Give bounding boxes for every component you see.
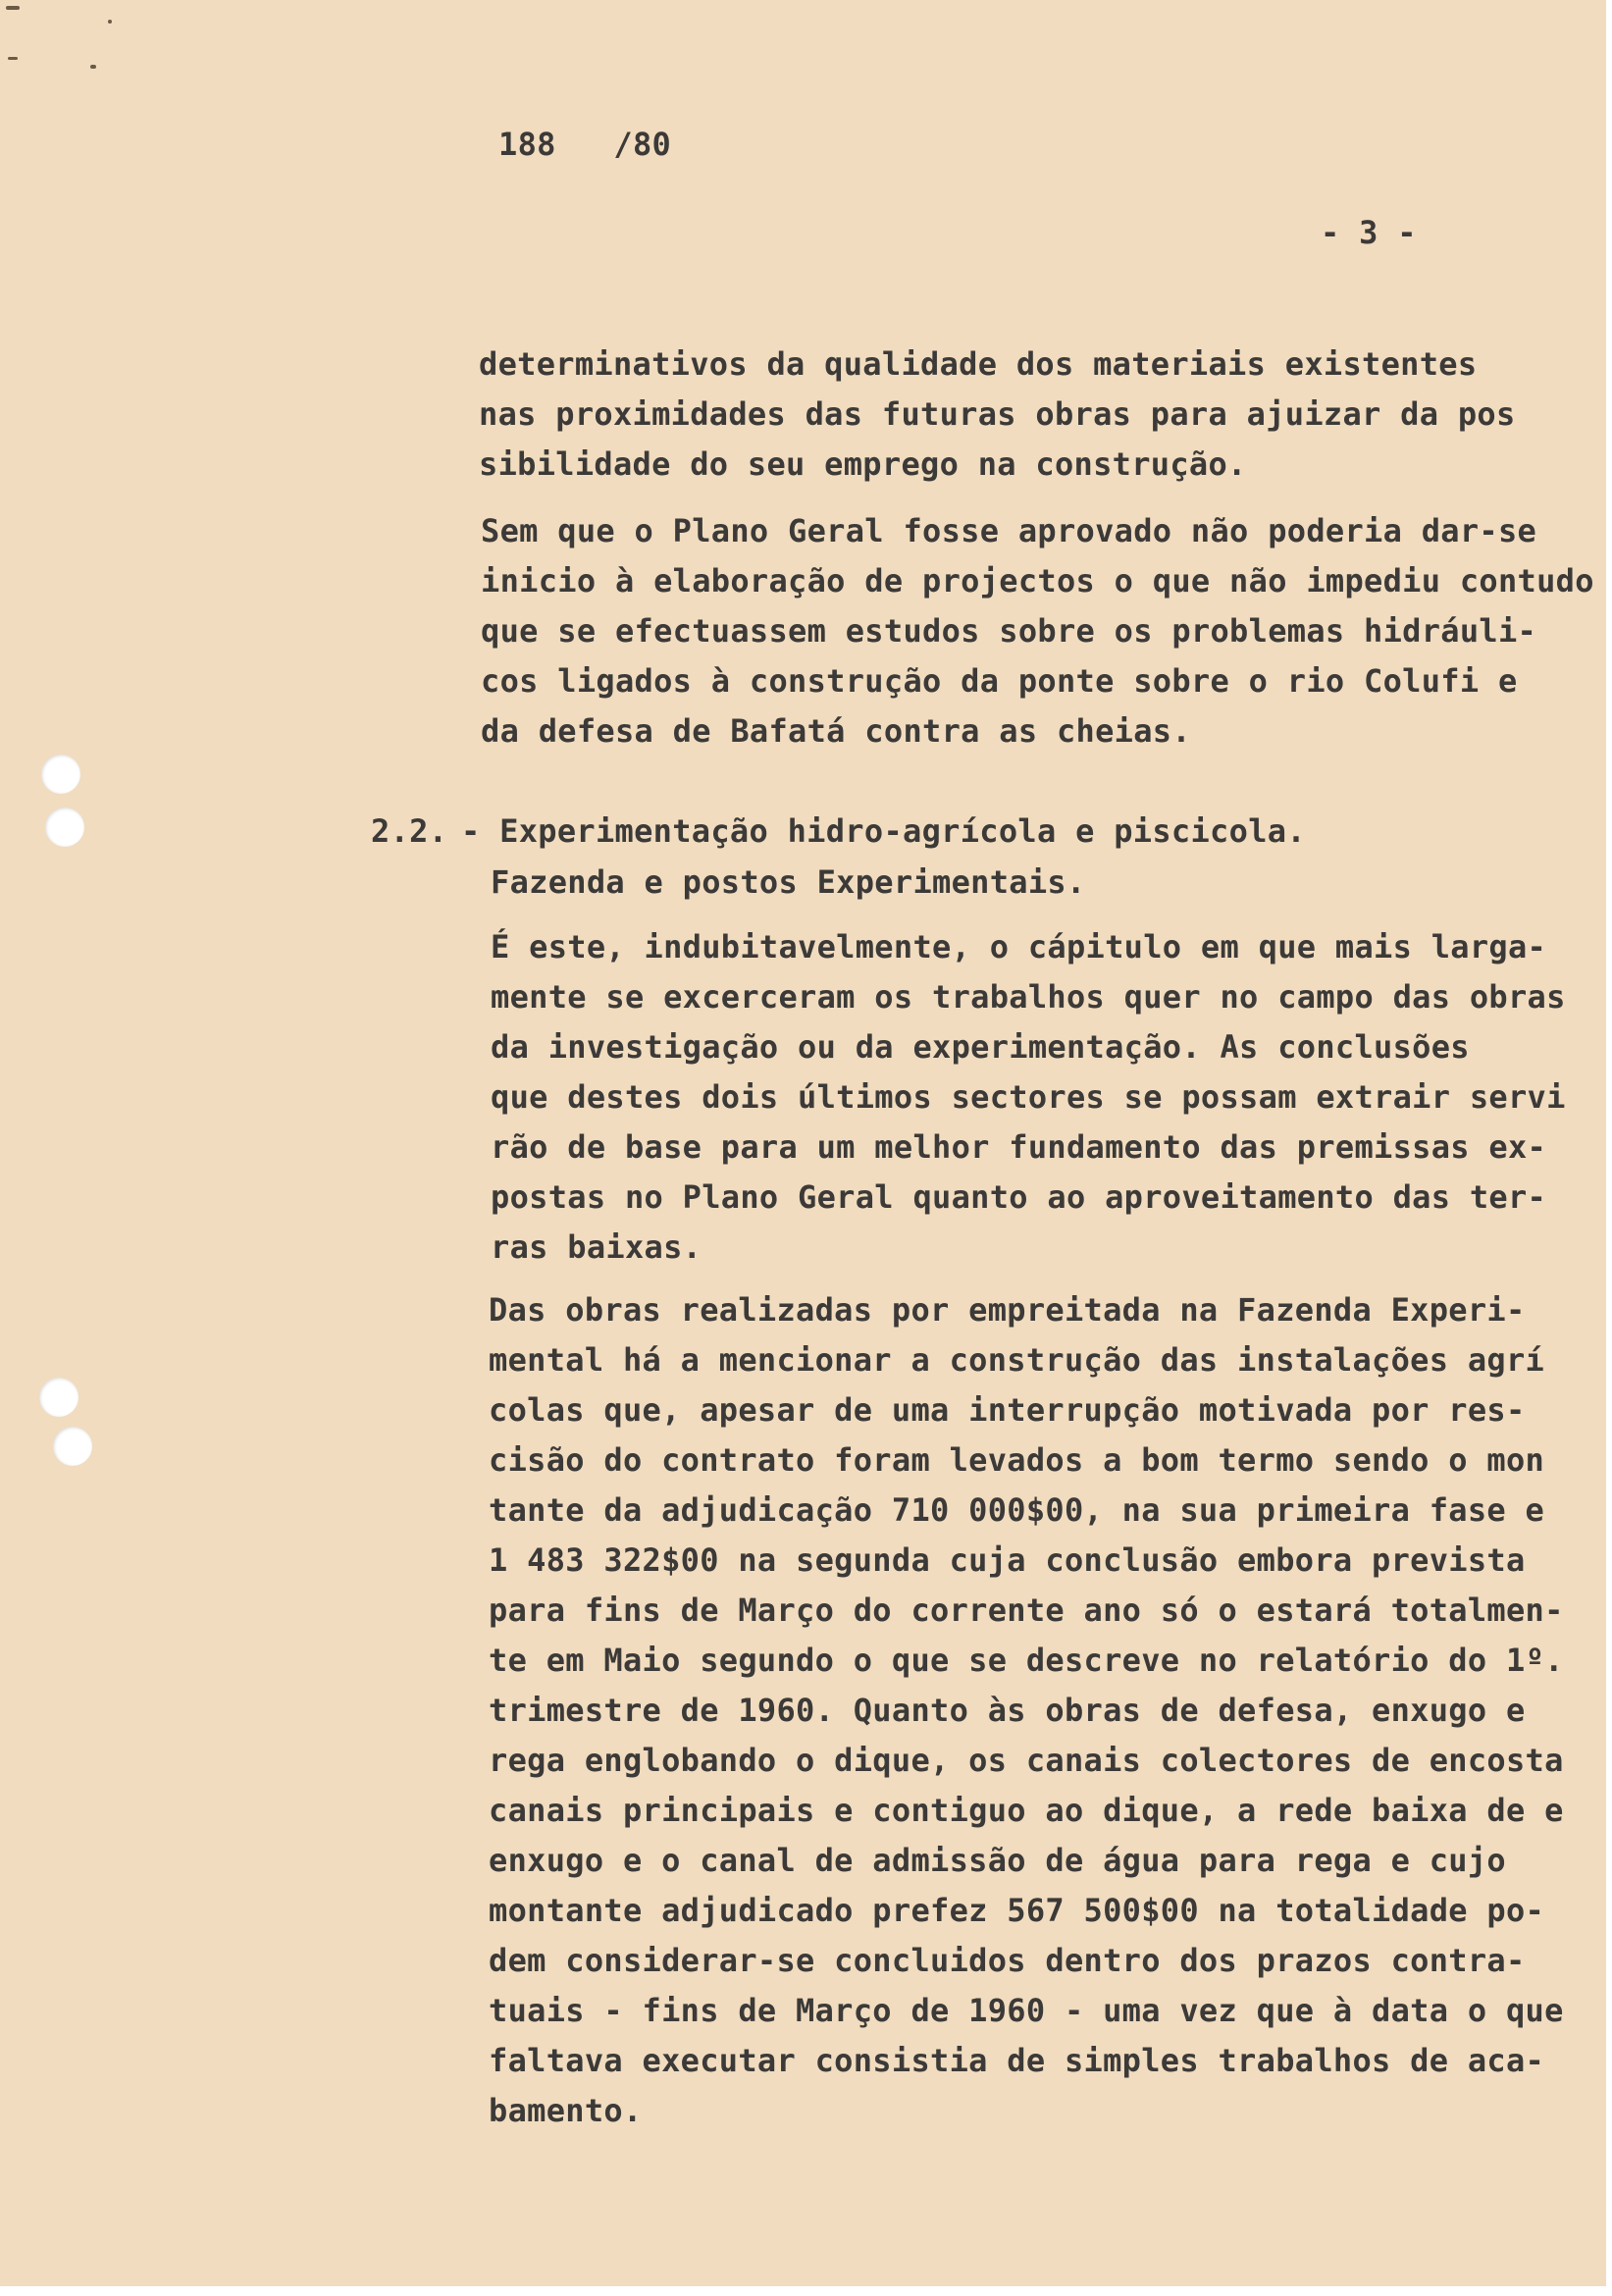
text-line: dem considerar-se concluidos dentro dos prazos contra- — [489, 1942, 1526, 1979]
text-line: tante da adjudicação 710 000$00, na sua primeira fase e — [489, 1491, 1545, 1529]
text-line: Das obras realizadas por empreitada na Fazenda Experi- — [489, 1291, 1526, 1329]
page-edge — [1606, 0, 1612, 2296]
text-line: canais principais e contiguo ao dique, a rede baixa de e — [489, 1792, 1564, 1829]
text-line: faltava executar consistia de simples trabalhos de aca- — [489, 2042, 1545, 2079]
text-line: 1 483 322$00 na segunda cuja conclusão embora prevista — [489, 1541, 1526, 1579]
text-line: determinativos da qualidade dos materiais existentes — [479, 345, 1478, 383]
punch-hole — [41, 755, 80, 794]
text-line: enxugo e o canal de admissão de água para rega e cujo — [489, 1842, 1506, 1879]
paragraph — [479, 339, 1516, 490]
text-line: colas que, apesar de uma interrupção motivada por res- — [489, 1391, 1526, 1429]
text-line: É este, indubitavelmente, o cápitulo em que mais larga- — [491, 928, 1547, 965]
text-line: da investigação ou da experimentação. As conclusões — [491, 1028, 1470, 1066]
text-line: ras baixas. — [491, 1228, 702, 1266]
text-line: postas no Plano Geral quanto ao aproveitamento das ter- — [491, 1178, 1547, 1216]
text-line: que destes dois últimos sectores se possam extrair servi — [491, 1078, 1566, 1116]
paper-mark — [8, 57, 18, 60]
text-line: cisão do contrato foram levados a bom termo sendo o mon — [489, 1441, 1545, 1479]
text-line: que se efectuassem estudos sobre os problemas hidráuli- — [481, 612, 1537, 650]
text-line: cos ligados à construção da ponte sobre o rio Colufi e — [481, 662, 1518, 700]
text-line: Sem que o Plano Geral fosse aprovado não poderia dar-se — [481, 512, 1537, 549]
section-title: - Experimentação hidro-agrícola e piscicola. — [461, 812, 1306, 850]
punch-hole — [39, 1378, 78, 1417]
paper-mark — [90, 65, 96, 69]
text-line: rão de base para um melhor fundamento das premissas ex- — [491, 1128, 1547, 1166]
text-line: mente se excerceram os trabalhos quer no campo das obras — [491, 978, 1566, 1016]
text-line: para fins de Março do corrente ano só o estará totalmen- — [489, 1592, 1564, 1629]
section-number: 2.2. — [371, 812, 448, 850]
paragraph — [481, 506, 1594, 757]
text-line: nas proximidades das futuras obras para ajuizar da pos — [479, 395, 1516, 433]
text-line: trimestre de 1960. Quanto às obras de defesa, enxugo e — [489, 1692, 1526, 1729]
page-number: - 3 - — [1321, 214, 1417, 251]
section-subtitle: Fazenda e postos Experimentais. — [491, 863, 1086, 901]
paper-mark — [108, 20, 112, 24]
paragraph — [489, 1285, 1564, 2136]
paragraph — [491, 922, 1566, 1273]
text-line: da defesa de Bafatá contra as cheias. — [481, 712, 1191, 750]
text-line: te em Maio segundo o que se descreve no relatório do 1º. — [489, 1642, 1564, 1679]
text-line: montante adjudicado prefez 567 500$00 na totalidade po- — [489, 1892, 1545, 1929]
text-line: inicio à elaboração de projectos o que não impediu contudo — [481, 562, 1594, 600]
text-line: mental há a mencionar a construção das instalações agrí — [489, 1341, 1545, 1379]
document-reference: 188 /80 — [498, 126, 672, 163]
text-line: tuais - fins de Março de 1960 - uma vez que à data o que — [489, 1992, 1564, 2029]
page-edge-bottom — [0, 2286, 1612, 2296]
punch-hole — [45, 808, 84, 847]
text-line: rega englobando o dique, os canais colectores de encosta — [489, 1742, 1564, 1779]
text-line: bamento. — [489, 2092, 643, 2129]
punch-hole — [53, 1427, 92, 1466]
paper-mark — [6, 6, 20, 10]
text-line: sibilidade do seu emprego na construção. — [479, 445, 1247, 483]
